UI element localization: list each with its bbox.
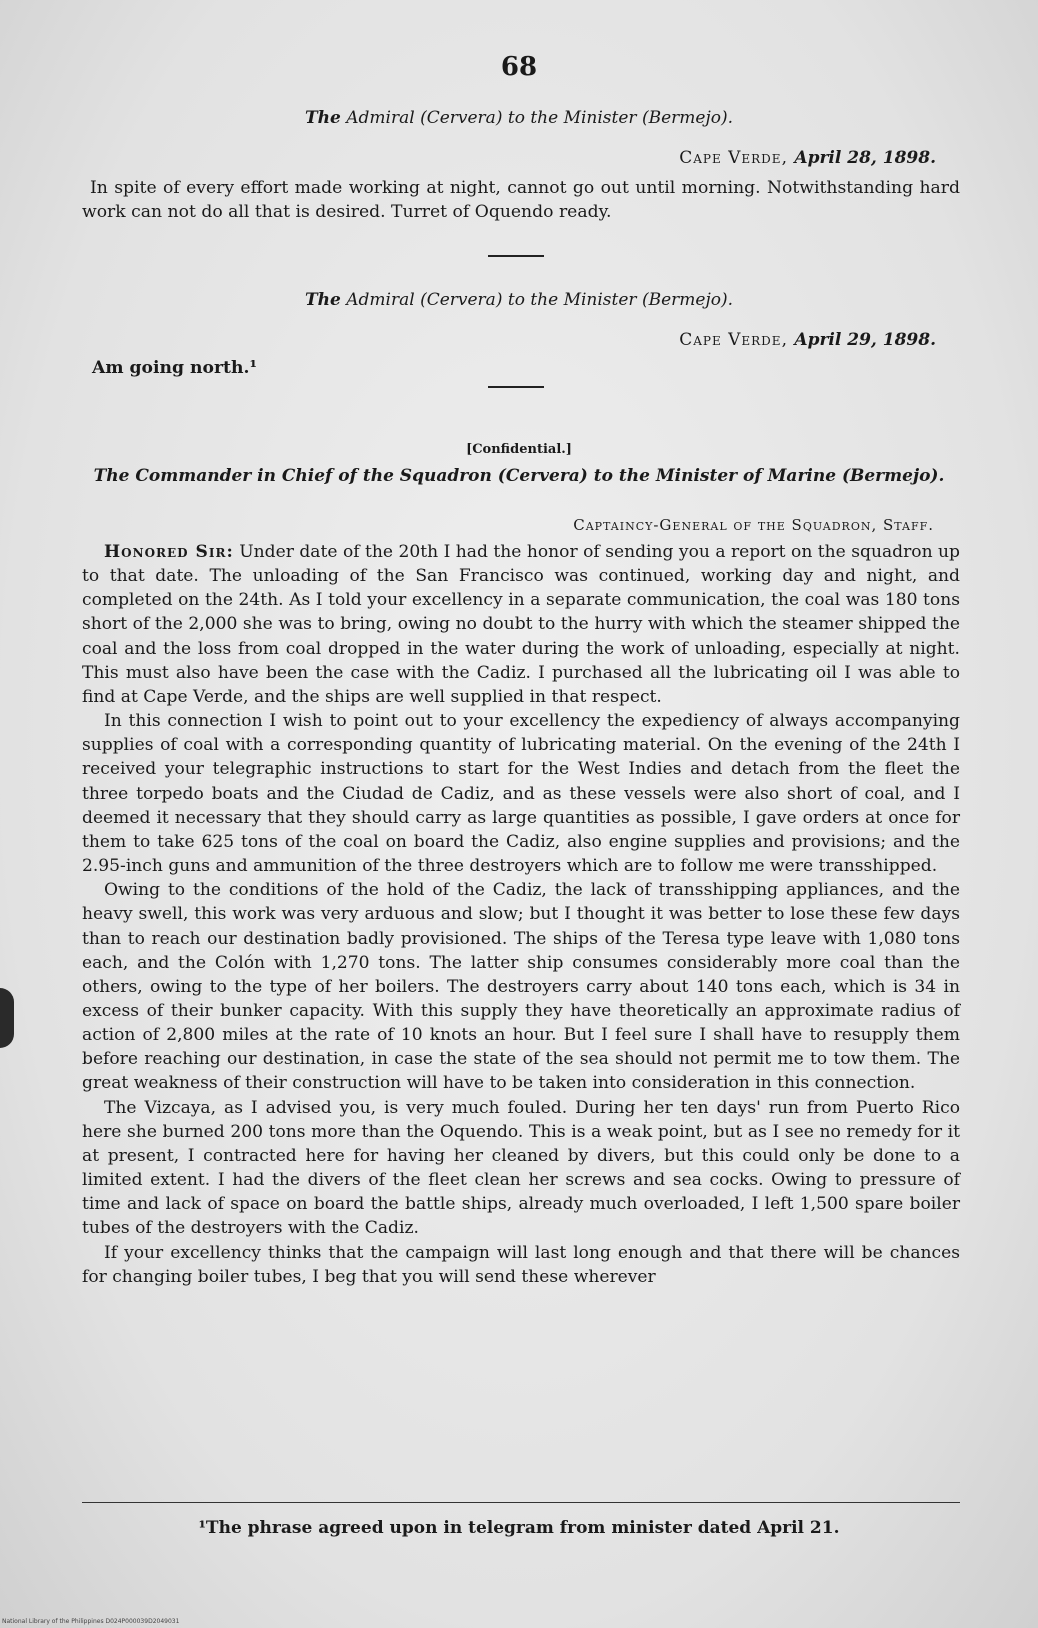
telegram-2-heading-text: Admiral (Cervera) to the Minister (Bermejo).	[346, 290, 733, 310]
telegram-1-date: April 28, 1898.	[794, 148, 936, 168]
scan-imprint: National Library of the Philippines D024P000039D2049031	[2, 1618, 180, 1625]
letter-paragraph: The Vizcaya, as I advised you, is very much fouled. During her ten days' run from Puerto Rico here she burned 200 tons more than the Oquendo. This is a weak point, but as I see no remedy for it at present, I contracted here for having her cleaned by divers, but this could only be done to a limited extent. I had the divers of the fleet clean her screws and sea cocks. Owing to pressure of time and lack of space on board the battle ships, already much overloaded, I left 1,500 spare boiler tubes of the destroyers with the Cadiz.	[82, 1097, 960, 1239]
letter-paragraph-text: Under date of the 20th I had the honor of sending you a report on the squadron up to that date. The unloading of the San Francisco was continued, working day and night, and completed on the 24th. As I told your excellency in a separate communication, the coal was 180 tons short of the 2,000 she was to bring, owing no doubt to the hurry with which the steamer shipped the coal and the loss from coal dropped in the water during the work of unloading, especially at night. This must also have been the case with the Cadiz. I purchased all the lubricating oil I was able to find at Cape Verde, and the ships are well supplied in that respect.	[82, 542, 960, 707]
telegram-2-date: April 29, 1898.	[794, 330, 936, 350]
letter-paragraph: Owing to the conditions of the hold of the Cadiz, the lack of transshipping appliances, and the heavy swell, this work was very arduous and slow; but I thought it was better to lose these few days than to reach our destination badly provisioned. The ships of the Teresa type leave with 1,080 tons each, and the Colón with 1,270 tons. The latter ship consumes considerably more coal than the others, owing to the type of her boilers. The destroyers carry about 140 tons each, which is 34 in excess of their bunker capacity. With this supply they have theoretically an approximate radius of action of 2,800 miles at the rate of 10 knots an hour. But I feel sure I shall have to resupply them before reaching our destination, in case the state of the sea should not permit me to tow them. The great weakness of their construction will have to be taken into consideration in this connection.	[82, 880, 960, 1094]
section-divider	[488, 255, 544, 257]
telegram-1-text: In spite of every effort made working at night, cannot go out until morning. Notwithstanding hard work can not do all that is desired. Turret of Oquendo ready.	[82, 178, 960, 223]
telegram-1-heading	[0, 108, 1038, 128]
letter-paragraph: In this connection I wish to point out to your excellency the expediency of always accompanying supplies of coal with a corresponding quantity of lubricating material. On the evening of the 24th I received your telegraphic instructions to start for the West Indies and detach from the fleet the three torpedo boats and the Ciudad de Cadiz, and as these vessels were also short of coal, and I deemed it necessary that they should carry as large quantities as possible, I gave orders at once for them to take 625 tons of the coal on board the Cadiz, also engine supplies and provisions; and the 2.95-inch guns and ammunition of the three destroyers which are to follow me were transshipped.	[82, 711, 960, 877]
telegram-1-heading-text: Admiral (Cervera) to the Minister (Bermejo).	[346, 108, 733, 128]
page-number: 68	[500, 52, 538, 82]
telegram-2-dateline	[679, 330, 936, 350]
letter-paragraph: If your excellency thinks that the campaign will last long enough and that there will be chances for changing boiler tubes, I beg that you will send these wherever	[82, 1242, 960, 1287]
binding-hole	[0, 988, 14, 1048]
telegram-2-place: Cape Verde,	[679, 330, 788, 350]
telegram-1-dateline	[679, 148, 936, 168]
confidential-label: [Confidential.]	[466, 442, 572, 457]
footnote: ¹The phrase agreed upon in telegram from minister dated April 21.	[198, 1518, 840, 1538]
telegram-1-heading-bold: The	[305, 108, 341, 128]
footnote-divider	[82, 1502, 960, 1503]
letter-salutation: Honored Sir:	[104, 542, 234, 562]
telegram-2-text: Am going north.¹	[92, 358, 257, 378]
telegram-2-heading-bold: The	[305, 290, 341, 310]
letter-staff-line: Captaincy-General of the Squadron, Staff.	[573, 516, 934, 534]
telegram-2-heading	[0, 290, 1038, 310]
letter-heading: The Commander in Chief of the Squadron (Cervera) to the Minister of Marine (Bermejo).	[93, 466, 945, 486]
letter-body	[82, 540, 960, 1289]
letter-paragraph	[82, 540, 960, 709]
telegram-1-place: Cape Verde,	[679, 148, 788, 168]
section-divider	[488, 386, 544, 388]
